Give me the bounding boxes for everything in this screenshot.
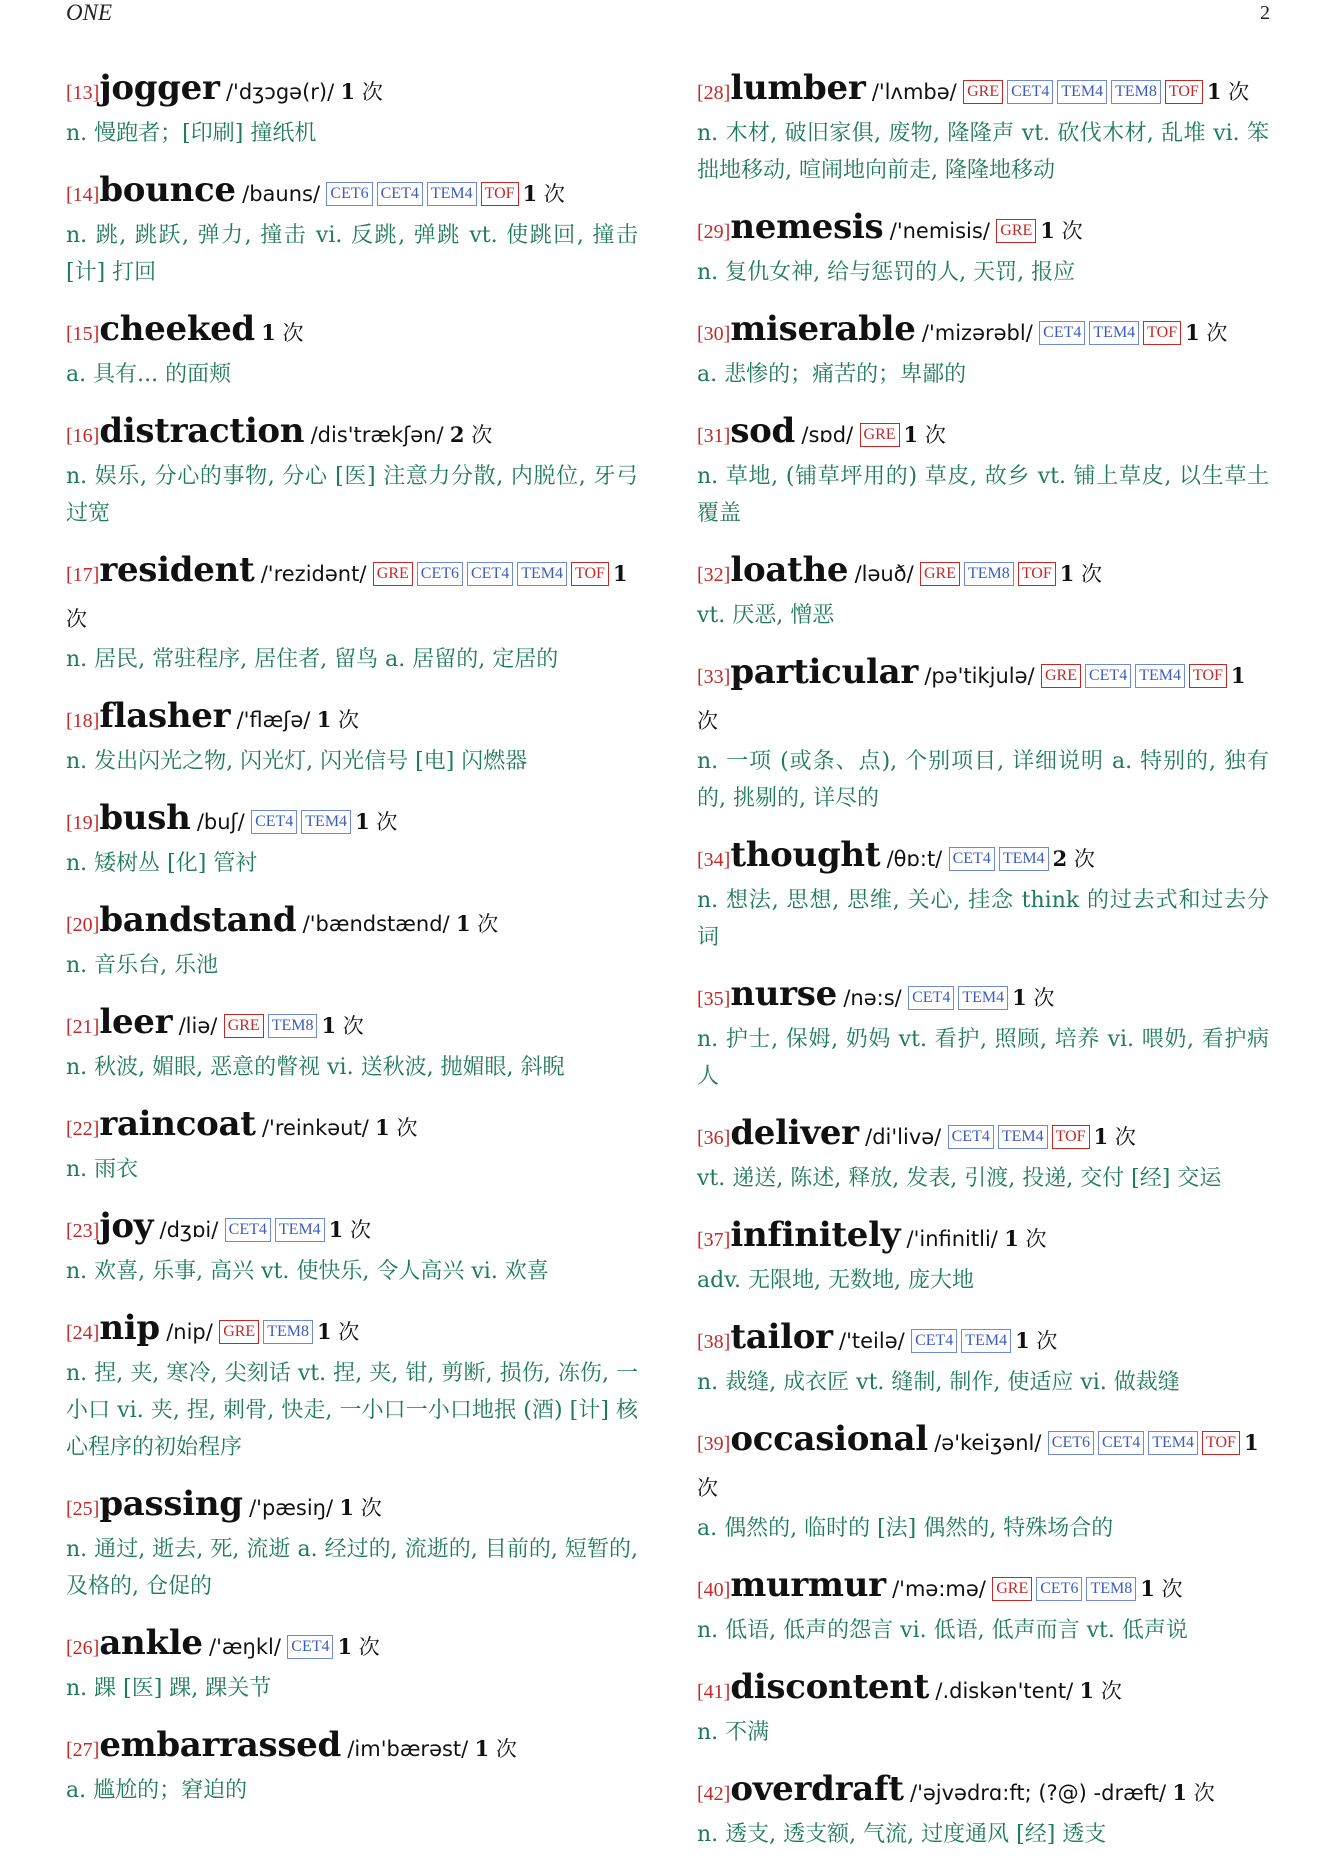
headword: raincoat <box>99 1104 256 1144</box>
occurrence-count: 1 次 <box>903 422 946 447</box>
phonetic: /'əjvədrɑ:ft; (?@) -dræft/ <box>910 1781 1167 1805</box>
entry-number: [36] <box>697 1127 731 1149</box>
entry-number: [18] <box>66 710 100 732</box>
exam-tag: TEM4 <box>1089 321 1139 345</box>
headword-line <box>66 796 638 845</box>
definition: n. 捏, 夹, 寒冷, 尖刻话 vt. 捏, 夹, 钳, 剪断, 损伤, 冻伤, 一小口 vi. 夹, 捏, 刺骨, 快走, 一小口一小口地抿 (酒) [计] 核心程序的初始程序 <box>66 1361 638 1460</box>
phonetic: /'dʒɔgə(r)/ <box>225 80 335 104</box>
phonetic: /bauns/ <box>242 182 321 206</box>
vocab-entry <box>66 898 638 984</box>
count-value: 1 <box>1012 985 1027 1010</box>
count-value: 1 <box>1015 1328 1030 1353</box>
entry-number: [22] <box>66 1118 100 1140</box>
occurrence-count: 1 次 <box>474 1736 517 1761</box>
headword: occasional <box>730 1419 928 1459</box>
exam-tag: TEM4 <box>998 1125 1048 1149</box>
occurrence-count: 1 次 <box>1140 1576 1183 1601</box>
headword-line <box>697 1315 1269 1364</box>
definition: n. 低语, 低声的怨言 vi. 低语, 低声而言 vt. 低声说 <box>697 1618 1188 1643</box>
exam-tag: TEM4 <box>999 847 1049 871</box>
phonetic: /ə'keiʒənl/ <box>934 1431 1042 1455</box>
exam-tag: GRE <box>373 562 413 586</box>
occurrence-count: 1 次 <box>337 1634 380 1659</box>
count-value: 1 <box>1185 320 1200 345</box>
vocab-entry <box>66 1204 638 1290</box>
exam-tag: TEM8 <box>268 1014 318 1038</box>
phonetic: /.diskən'tent/ <box>935 1679 1074 1703</box>
exam-tag: TEM4 <box>958 986 1008 1010</box>
exam-tag: GRE <box>219 1320 259 1344</box>
headword: bandstand <box>99 900 297 940</box>
headword-line <box>66 1621 638 1670</box>
exam-tag: TEM4 <box>517 562 567 586</box>
count-value: 1 <box>1059 561 1075 586</box>
headword-line <box>66 409 638 458</box>
entry-number: [37] <box>697 1229 731 1251</box>
entry-number: [40] <box>697 1579 731 1601</box>
count-value: 1 <box>261 320 276 345</box>
definition: n. 欢喜, 乐事, 高兴 vt. 使快乐, 令人高兴 vi. 欢喜 <box>66 1259 549 1284</box>
headword-line <box>66 307 638 356</box>
entry-number: [29] <box>697 221 731 243</box>
exam-tag: GRE <box>920 562 960 586</box>
headword-line <box>697 1213 1269 1262</box>
count-value: 1 <box>1243 1430 1259 1455</box>
definition: n. 秋波, 媚眼, 恶意的瞥视 vi. 送秋波, 抛媚眼, 斜睨 <box>66 1055 565 1080</box>
count-value: 2 <box>449 422 465 447</box>
headword: nemesis <box>730 207 884 247</box>
vocab-entry <box>66 168 638 291</box>
entry-number: [34] <box>697 849 731 871</box>
exam-tag: TEM8 <box>1086 1577 1136 1601</box>
vocab-entry <box>697 1315 1269 1401</box>
definition: n. 雨衣 <box>66 1157 139 1182</box>
exam-tag: CET4 <box>1039 321 1085 345</box>
entry-number: [16] <box>66 425 100 447</box>
occurrence-count: 1 次 <box>261 320 304 345</box>
phonetic: /pə'tikjulə/ <box>924 664 1035 688</box>
definition: n. 矮树丛 [化] 管衬 <box>66 851 258 876</box>
headword: nurse <box>730 974 837 1014</box>
entry-number: [23] <box>66 1220 100 1242</box>
vocab-entry <box>66 694 638 780</box>
definition: adv. 无限地, 无数地, 庞大地 <box>697 1268 974 1293</box>
headword: cheeked <box>99 309 255 349</box>
count-value: 1 <box>612 561 628 586</box>
entry-number: [32] <box>697 564 731 586</box>
exam-tag: CET6 <box>417 562 463 586</box>
occurrence-count: 1 次 <box>340 79 383 104</box>
phonetic: /nip/ <box>166 1320 213 1344</box>
definition: n. 跳, 跳跃, 弹力, 撞击 vi. 反跳, 弹跳 vt. 使跳回, 撞击 [计] 打回 <box>66 223 638 285</box>
definition: n. 木材, 破旧家俱, 废物, 隆隆声 vt. 砍伐木材, 乱堆 vi. 笨拙地移动, 喧闹地向前走, 隆隆地移动 <box>697 121 1269 183</box>
definition: n. 发出闪光之物, 闪光灯, 闪光信号 [电] 闪燃器 <box>66 749 528 774</box>
exam-tag: CET4 <box>948 1125 994 1149</box>
exam-tag: TEM4 <box>961 1329 1011 1353</box>
occurrence-count: 2 次 <box>449 422 493 447</box>
vocab-entry <box>697 833 1269 956</box>
count-value: 1 <box>355 809 370 834</box>
count-value: 1 <box>1040 218 1055 243</box>
definition: n. 娱乐, 分心的事物, 分心 [医] 注意力分散, 内脱位, 牙弓过宽 <box>66 464 638 526</box>
vocab-entry <box>697 1563 1269 1649</box>
headword: bounce <box>99 170 236 210</box>
occurrence-count: 1 次 <box>66 561 628 631</box>
right-column <box>697 66 1269 1869</box>
entry-number: [31] <box>697 425 731 447</box>
definition: n. 通过, 逝去, 死, 流逝 a. 经过的, 流逝的, 目前的, 短暂的, 及格的, 仓促的 <box>66 1537 638 1599</box>
entry-number: [25] <box>66 1498 100 1520</box>
definition: n. 一项 (或条、点), 个别项目, 详细说明 a. 特别的, 独有的, 挑剔的, 详尽的 <box>697 749 1269 811</box>
phonetic: /'flæʃə/ <box>236 708 311 732</box>
phonetic: /'reinkəut/ <box>261 1116 369 1140</box>
left-column <box>66 66 638 1825</box>
headword: discontent <box>730 1667 930 1707</box>
headword: resident <box>99 550 255 590</box>
entry-number: [30] <box>697 323 731 345</box>
phonetic: /di'livə/ <box>865 1125 942 1149</box>
exam-tag: GRE <box>963 80 1003 104</box>
entry-number: [39] <box>697 1433 731 1455</box>
entry-number: [21] <box>66 1016 100 1038</box>
headword-line <box>66 66 638 115</box>
exam-tag: CET4 <box>949 847 995 871</box>
vocab-entry <box>66 1102 638 1188</box>
headword: flasher <box>99 696 231 736</box>
vocab-entry <box>66 66 638 152</box>
occurrence-count: 1 次 <box>321 1013 364 1038</box>
occurrence-count: 1 次 <box>316 1319 360 1344</box>
exam-tag: CET4 <box>911 1329 957 1353</box>
entry-number: [20] <box>66 914 100 936</box>
headword: particular <box>730 652 918 692</box>
vocab-entry <box>697 650 1269 817</box>
entry-number: [24] <box>66 1322 100 1344</box>
entry-number: [27] <box>66 1739 100 1761</box>
exam-tag: CET4 <box>1098 1431 1144 1455</box>
exam-tag: TOF <box>571 562 609 586</box>
vocab-entry <box>66 1306 638 1466</box>
entry-number: [14] <box>66 184 100 206</box>
phonetic: /θɒ:t/ <box>886 847 943 871</box>
exam-tag: GRE <box>860 423 900 447</box>
occurrence-count: 1 次 <box>1093 1124 1136 1149</box>
phonetic: /'mə:mə/ <box>892 1577 986 1601</box>
occurrence-count: 2 次 <box>1052 846 1095 871</box>
headword: bush <box>99 798 191 838</box>
entry-number: [28] <box>697 82 731 104</box>
headword-line <box>697 409 1269 458</box>
count-value: 1 <box>1172 1780 1188 1805</box>
entry-number: [17] <box>66 564 100 586</box>
exam-tag: GRE <box>992 1577 1032 1601</box>
exam-tag: TEM4 <box>275 1218 325 1242</box>
entry-number: [42] <box>697 1783 731 1805</box>
headword: infinitely <box>730 1215 901 1255</box>
headword-line <box>697 307 1269 356</box>
definition: n. 复仇女神, 给与惩罚的人, 天罚, 报应 <box>697 260 1076 285</box>
headword-line <box>697 1417 1269 1510</box>
exam-tag: GRE <box>224 1014 264 1038</box>
count-value: 1 <box>1079 1678 1095 1703</box>
headword-line <box>66 1102 638 1151</box>
count-value: 1 <box>522 181 538 206</box>
headword: ankle <box>99 1623 203 1663</box>
exam-tag: CET4 <box>287 1635 333 1659</box>
entry-number: [33] <box>697 666 731 688</box>
count-value: 1 <box>1140 1576 1155 1601</box>
phonetic: /'lʌmbə/ <box>871 80 957 104</box>
vocab-entry <box>66 796 638 882</box>
occurrence-count: 1 次 <box>355 809 398 834</box>
count-value: 1 <box>375 1115 390 1140</box>
phonetic: /liə/ <box>178 1014 218 1038</box>
exam-tag: CET4 <box>225 1218 271 1242</box>
vocab-entry <box>66 1482 638 1605</box>
exam-tag: GRE <box>1041 664 1081 688</box>
headword-line <box>697 205 1269 254</box>
exam-tag: TOF <box>481 182 519 206</box>
exam-tag: TOF <box>1189 664 1227 688</box>
definition: n. 裁缝, 成衣匠 vt. 缝制, 制作, 使适应 vi. 做裁缝 <box>697 1370 1180 1395</box>
definition: n. 透支, 透支额, 气流, 过度通风 [经] 透支 <box>697 1822 1107 1847</box>
definition: n. 慢跑者；[印刷] 撞纸机 <box>66 121 317 146</box>
phonetic: /'infinitli/ <box>906 1227 998 1251</box>
headword-line <box>66 1723 638 1772</box>
headword-line <box>66 1306 638 1355</box>
headword-line <box>697 833 1269 882</box>
headword-line <box>66 1204 638 1253</box>
phonetic: /'nemisis/ <box>889 219 990 243</box>
phonetic: /sɒd/ <box>801 423 854 447</box>
phonetic: /'bændstænd/ <box>302 912 450 936</box>
exam-tag: TEM4 <box>1135 664 1185 688</box>
headword: distraction <box>99 411 305 451</box>
vocab-entry <box>697 66 1269 189</box>
occurrence-count: 1 次 <box>1172 1780 1215 1805</box>
occurrence-count: 1 次 <box>1206 79 1250 104</box>
phonetic: /'æŋkl/ <box>209 1635 281 1659</box>
exam-tag: CET4 <box>1007 80 1053 104</box>
headword: leer <box>99 1002 173 1042</box>
exam-tag: CET4 <box>1085 664 1131 688</box>
occurrence-count: 1 次 <box>1015 1328 1058 1353</box>
headword-line <box>697 650 1269 743</box>
count-value: 2 <box>1052 846 1068 871</box>
entry-number: [15] <box>66 323 100 345</box>
headword-line <box>66 694 638 743</box>
vocab-entry <box>697 1417 1269 1547</box>
phonetic: /nə:s/ <box>843 986 902 1010</box>
exam-tag: TOF <box>1202 1431 1240 1455</box>
occurrence-count: 1 次 <box>375 1115 418 1140</box>
occurrence-count: 1 次 <box>1059 561 1103 586</box>
occurrence-count: 1 次 <box>328 1217 371 1242</box>
definition: n. 音乐台, 乐池 <box>66 953 219 978</box>
exam-tag: GRE <box>996 219 1036 243</box>
exam-tag: CET6 <box>326 182 372 206</box>
exam-tag: TOF <box>1052 1125 1090 1149</box>
exam-tag: TEM8 <box>964 562 1014 586</box>
page-number: 2 <box>1260 2 1270 24</box>
vocab-entry <box>66 307 638 393</box>
vocab-entry <box>66 409 638 532</box>
headword-line <box>697 1665 1269 1714</box>
count-value: 1 <box>340 79 356 104</box>
vocab-entry <box>66 1723 638 1809</box>
headword-line <box>697 1563 1269 1612</box>
headword: overdraft <box>730 1769 904 1809</box>
vocab-entry <box>66 1621 638 1707</box>
phonetic: /im'bærəst/ <box>347 1737 469 1761</box>
vocab-entry <box>697 972 1269 1095</box>
headword-line <box>66 168 638 217</box>
headword-line <box>697 66 1269 115</box>
exam-tag: TOF <box>1143 321 1181 345</box>
exam-tag: CET4 <box>467 562 513 586</box>
definition: a. 偶然的, 临时的 [法] 偶然的, 特殊场合的 <box>697 1516 1114 1541</box>
occurrence-count: 1 次 <box>339 1495 382 1520</box>
exam-tag: CET4 <box>251 810 297 834</box>
definition: n. 护士, 保姆, 奶妈 vt. 看护, 照顾, 培养 vi. 喂奶, 看护病人 <box>697 1027 1269 1089</box>
exam-tag: TEM4 <box>1148 1431 1198 1455</box>
count-value: 1 <box>316 707 332 732</box>
phonetic: /dʒɒi/ <box>159 1218 219 1242</box>
phonetic: /'mizərəbl/ <box>921 321 1033 345</box>
headword-line <box>697 972 1269 1021</box>
count-value: 1 <box>1093 1124 1109 1149</box>
count-value: 1 <box>1004 1226 1019 1251</box>
occurrence-count: 1 次 <box>1185 320 1228 345</box>
vocab-entry <box>697 1213 1269 1299</box>
count-value: 1 <box>903 422 919 447</box>
count-value: 1 <box>455 911 471 936</box>
headword: miserable <box>730 309 916 349</box>
phonetic: /'teilə/ <box>839 1329 905 1353</box>
phonetic: /ləuð/ <box>854 562 914 586</box>
headword-line <box>697 1111 1269 1160</box>
count-value: 1 <box>1206 79 1222 104</box>
headword: joy <box>99 1206 154 1246</box>
exam-tag: CET6 <box>1048 1431 1094 1455</box>
entry-number: [19] <box>66 812 100 834</box>
exam-tag: CET6 <box>1036 1577 1082 1601</box>
vocab-entry <box>697 409 1269 532</box>
headword-line <box>697 548 1269 597</box>
entry-number: [38] <box>697 1331 731 1353</box>
entry-number: [41] <box>697 1681 731 1703</box>
headword-line <box>66 1000 638 1049</box>
headword: deliver <box>730 1113 859 1153</box>
definition: n. 想法, 思想, 思维, 关心, 挂念 think 的过去式和过去分词 <box>697 888 1269 950</box>
count-value: 1 <box>339 1495 355 1520</box>
exam-tag: TEM4 <box>1057 80 1107 104</box>
vocab-entry <box>697 1767 1269 1853</box>
occurrence-count: 1 次 <box>1079 1678 1122 1703</box>
headword-line <box>66 1482 638 1531</box>
exam-tag: TEM8 <box>263 1320 313 1344</box>
entry-number: [13] <box>66 82 100 104</box>
headword: tailor <box>730 1317 833 1357</box>
vocab-entry <box>697 307 1269 393</box>
vocab-entry <box>697 1665 1269 1751</box>
occurrence-count: 1 次 <box>1004 1226 1047 1251</box>
occurrence-count: 1 次 <box>316 707 359 732</box>
exam-tag: TEM8 <box>1111 80 1161 104</box>
headword: loathe <box>730 550 849 590</box>
count-value: 1 <box>337 1634 353 1659</box>
phonetic: /buʃ/ <box>196 810 245 834</box>
count-value: 1 <box>1230 663 1246 688</box>
occurrence-count: 1 次 <box>697 663 1246 733</box>
exam-tag: CET4 <box>908 986 954 1010</box>
entry-number: [35] <box>697 988 731 1010</box>
occurrence-count: 1 次 <box>1040 218 1083 243</box>
headword: thought <box>730 835 881 875</box>
count-value: 1 <box>321 1013 337 1038</box>
phonetic: /'pæsiŋ/ <box>249 1496 334 1520</box>
occurrence-count: 1 次 <box>455 911 499 936</box>
definition: a. 具有... 的面颊 <box>66 362 232 387</box>
running-header-title: ONE <box>66 0 112 25</box>
vocab-entry <box>697 205 1269 291</box>
occurrence-count: 1 次 <box>1012 985 1055 1010</box>
headword: nip <box>99 1308 160 1348</box>
exam-tag: TOF <box>1165 80 1203 104</box>
count-value: 1 <box>474 1736 490 1761</box>
definition: n. 不满 <box>697 1720 770 1745</box>
occurrence-count: 1 次 <box>697 1430 1259 1500</box>
count-value: 1 <box>328 1217 344 1242</box>
phonetic: /'rezidənt/ <box>260 562 367 586</box>
exam-tag: TEM4 <box>301 810 351 834</box>
entry-number: [26] <box>66 1637 100 1659</box>
phonetic: /dis'trækʃən/ <box>310 423 444 447</box>
headword-line <box>697 1767 1269 1816</box>
headword-line <box>66 548 638 641</box>
headword: sod <box>730 411 796 451</box>
headword: embarrassed <box>99 1725 341 1765</box>
occurrence-count: 1 次 <box>522 181 565 206</box>
definition: n. 居民, 常驻程序, 居住者, 留鸟 a. 居留的, 定居的 <box>66 647 559 672</box>
vocab-entry <box>66 548 638 678</box>
exam-tag: TOF <box>1018 562 1056 586</box>
vocab-entry <box>697 1111 1269 1197</box>
definition: a. 尴尬的；窘迫的 <box>66 1778 248 1803</box>
definition: vt. 递送, 陈述, 释放, 发表, 引渡, 投递, 交付 [经] 交运 <box>697 1166 1222 1191</box>
exam-tag: TEM4 <box>427 182 477 206</box>
exam-tag: CET4 <box>377 182 423 206</box>
definition: n. 草地, (铺草坪用的) 草皮, 故乡 vt. 铺上草皮, 以生草土覆盖 <box>697 464 1269 526</box>
headword: jogger <box>99 68 220 108</box>
headword: lumber <box>730 68 866 108</box>
count-value: 1 <box>316 1319 332 1344</box>
headword-line <box>66 898 638 947</box>
vocab-entry <box>697 548 1269 634</box>
definition: a. 悲惨的；痛苦的；卑鄙的 <box>697 362 967 387</box>
definition: vt. 厌恶, 憎恶 <box>697 603 835 628</box>
headword: murmur <box>730 1565 886 1605</box>
headword: passing <box>99 1484 243 1524</box>
definition: n. 踝 [医] 踝, 踝关节 <box>66 1676 272 1701</box>
vocab-entry <box>66 1000 638 1086</box>
